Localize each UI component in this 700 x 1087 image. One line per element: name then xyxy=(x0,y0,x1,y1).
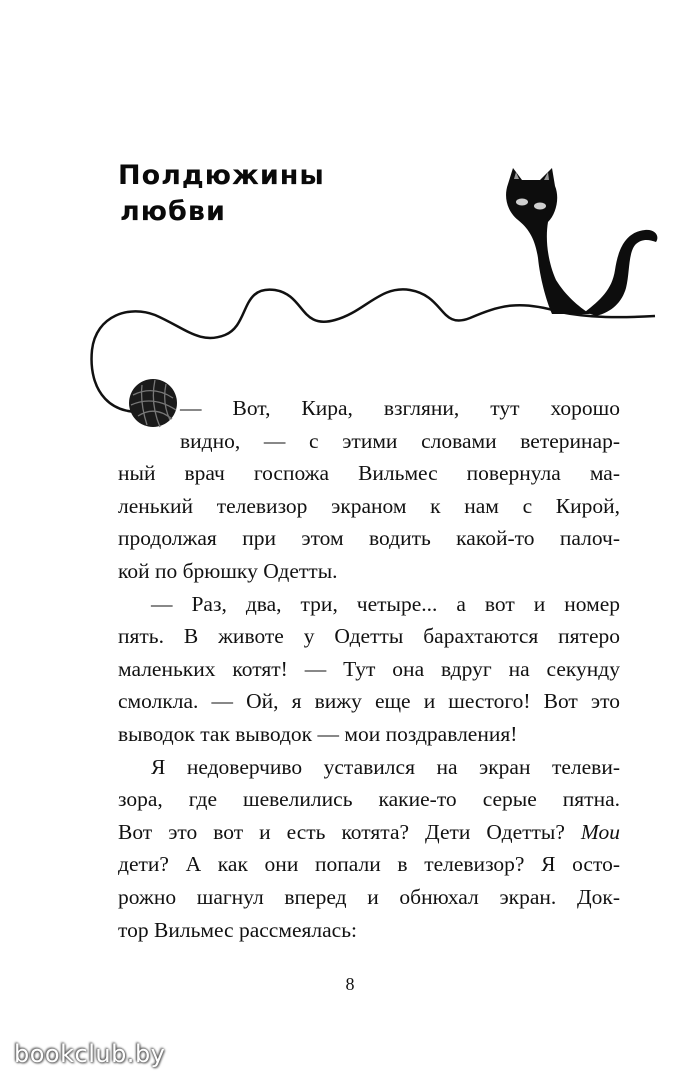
paragraph xyxy=(118,588,620,751)
text-line: ный врач госпожа Вильмес повернула ма- xyxy=(118,461,620,486)
text-line: видно, — с этими словами ветеринар- xyxy=(180,428,620,453)
text-line: — Раз, два, три, четыре... а вот и номер xyxy=(151,591,620,616)
paragraph xyxy=(118,392,620,588)
text-fragment: Вот это вот и есть котята? Дети Одетты? xyxy=(118,819,565,844)
emphasized-word: Мои xyxy=(580,819,620,844)
chapter-title-line-2: любви xyxy=(120,196,226,227)
text-line: тор Вильмес рассмеялась: xyxy=(118,917,357,942)
watermark: bookclub.by xyxy=(14,1040,166,1068)
chapter-title-line-1: Полдюжины xyxy=(118,160,325,191)
text-line: дети? А как они попали в телевизор? Я осто- xyxy=(118,852,620,877)
paragraph xyxy=(118,751,620,947)
text-line: выводок так выводок — мои поздравления! xyxy=(118,721,518,746)
text-line: продолжая при этом водить какой-то палоч- xyxy=(118,526,620,551)
page-number: 8 xyxy=(345,974,355,994)
text-line: рожно шагнул вперед и обнюхал экран. Док- xyxy=(118,884,620,909)
text-line: — Вот, Кира, взгляни, тут хорошо xyxy=(180,396,620,420)
text-line: ленький телевизор экраном к нам с Кирой, xyxy=(118,493,620,518)
text-line: пять. В животе у Одетты барахтаются пятеро xyxy=(118,624,620,649)
body-text xyxy=(118,392,620,946)
text-line: маленьких котят! — Тут она вдруг на секунду xyxy=(118,656,620,681)
black-cat-icon xyxy=(506,168,657,316)
text-line: смолкла. — Ой, я вижу еще и шестого! Вот это xyxy=(118,689,620,714)
cat-and-yarn-illustration xyxy=(0,0,700,450)
text-line: Я недоверчиво уставился на экран телеви- xyxy=(151,754,620,779)
text-line: кой по брюшку Одетты. xyxy=(118,558,338,583)
text-line: зора, где шевелились какие-то серые пятна. xyxy=(118,787,620,812)
text-line xyxy=(118,816,620,849)
